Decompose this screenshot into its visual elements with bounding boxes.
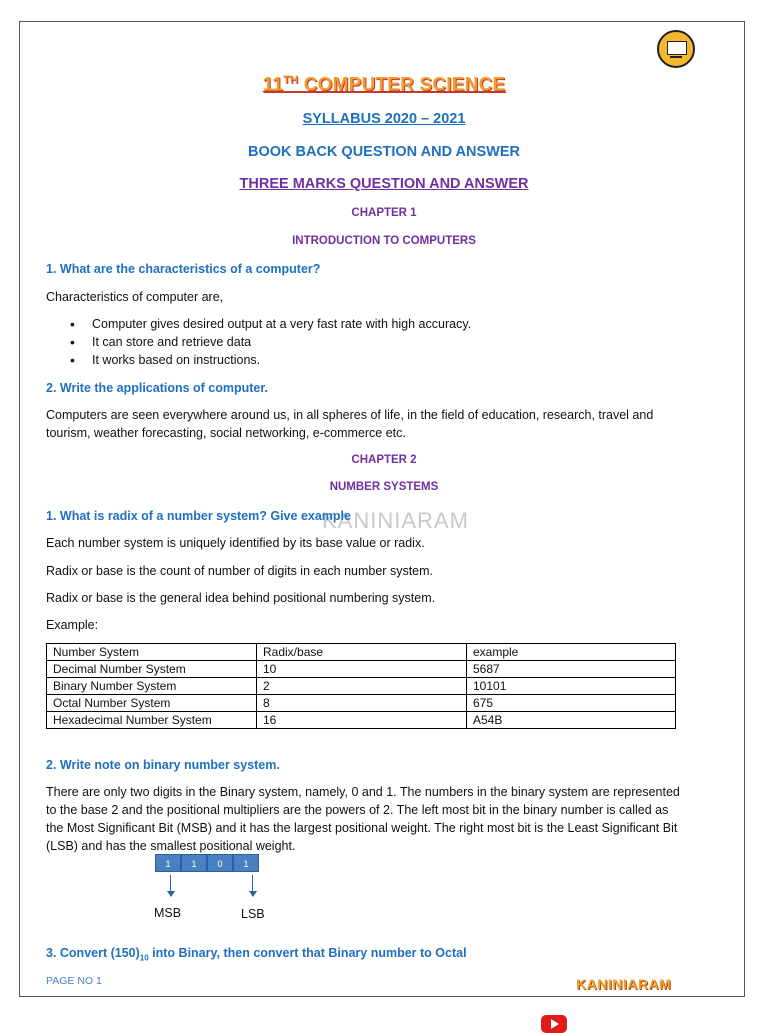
table-cell: Decimal Number System (47, 661, 257, 678)
three-marks-heading: THREE MARKS QUESTION AND ANSWER (239, 176, 529, 192)
ch1-question-2: 2. Write the applications of computer. (46, 381, 269, 395)
table-cell: 675 (467, 695, 676, 712)
table-header-cell: Radix/base (257, 644, 467, 661)
youtube-icon (541, 1015, 567, 1033)
ch2-q1-line-2: Radix or base is the count of number of digits in each number system. (46, 564, 433, 578)
table-row (47, 695, 676, 712)
ch1-q1-intro: Characteristics of computer are, (46, 290, 224, 304)
ch2-question-2: 2. Write note on binary number system. (46, 758, 280, 772)
table-cell: 10 (257, 661, 467, 678)
book-back-heading: BOOK BACK QUESTION AND ANSWER (247, 144, 520, 160)
page-title: 11TH COMPUTER SCIENCE (262, 74, 506, 96)
bit-cell: 1 (233, 854, 259, 872)
bit-cell: 0 (207, 854, 233, 872)
table-cell: Binary Number System (47, 678, 257, 695)
ch1-question-1: 1. What are the characteristics of a computer? (46, 262, 321, 276)
table-header-cell: Number System (47, 644, 257, 661)
list-item: • It can store and retrieve data (46, 333, 686, 351)
bit-cell: 1 (155, 854, 181, 872)
ch2-q1-line-3: Radix or base is the general idea behind positional numbering system. (46, 591, 436, 605)
msb-arrow-icon (167, 875, 175, 897)
table-cell: A54B (467, 712, 676, 729)
table-cell: 2 (257, 678, 467, 695)
ch2-question-1: 1. What is radix of a number system? Give example (46, 509, 351, 523)
table-cell: Hexadecimal Number System (47, 712, 257, 729)
bit-cell: 1 (181, 854, 207, 872)
msb-label: MSB (154, 906, 182, 920)
lsb-label: LSB (241, 907, 265, 921)
ch1-q2-answer: Computers are seen everywhere around us, in all spheres of life, in the field of education, research, travel and tourism, weather forecasting, social networking, e-commerce etc. (46, 408, 654, 440)
brand-name: KANINIARAM (576, 976, 672, 992)
chapter1-title: INTRODUCTION TO COMPUTERS (292, 235, 476, 247)
table-header-row (47, 644, 676, 661)
syllabus-heading: SYLLABUS 2020 – 2021 (302, 111, 466, 127)
table-cell: 5687 (467, 661, 676, 678)
table-header-cell: example (467, 644, 676, 661)
list-item: • It works based on instructions. (46, 351, 686, 369)
ch2-question-3: 3. Convert $(150)_{10}$ into Binary, then convert that Binary number to Octal (46, 946, 467, 963)
page-number: PAGE NO 1 (46, 975, 102, 987)
chapter2-label: CHAPTER 2 (351, 454, 417, 466)
ch1-q1-bullet-list (46, 315, 686, 369)
table-row (47, 678, 676, 695)
example-label: Example: (46, 618, 99, 632)
ch2-q2-answer: There are only two digits in the Binary system, namely, 0 and 1. The numbers in the binary system are represented to the base 2 and the positional multipliers are the powers of 2. The left most bit in the binary number is called as the Most Significant Bit (MSB) and it has the largest positional weight. The right most bit is the Least Significant Bit (LSB) and has the smallest positional weight. (46, 785, 680, 853)
table-cell: 16 (257, 712, 467, 729)
table-row (47, 712, 676, 729)
number-system-table (46, 643, 676, 729)
logo-icon (657, 30, 695, 68)
watermark: KANINIARAM (322, 508, 469, 533)
lsb-arrow-icon (249, 875, 257, 897)
chapter1-label: CHAPTER 1 (351, 207, 417, 219)
binary-bits-diagram (155, 854, 259, 872)
ch2-q1-line-1: Each number system is uniquely identified by its base value or radix. (46, 536, 425, 550)
table-cell: 10101 (467, 678, 676, 695)
list-item: • Computer gives desired output at a very fast rate with high accuracy. (46, 315, 686, 333)
chapter2-title: NUMBER SYSTEMS (329, 481, 439, 493)
table-row (47, 661, 676, 678)
table-cell: Octal Number System (47, 695, 257, 712)
table-cell: 8 (257, 695, 467, 712)
